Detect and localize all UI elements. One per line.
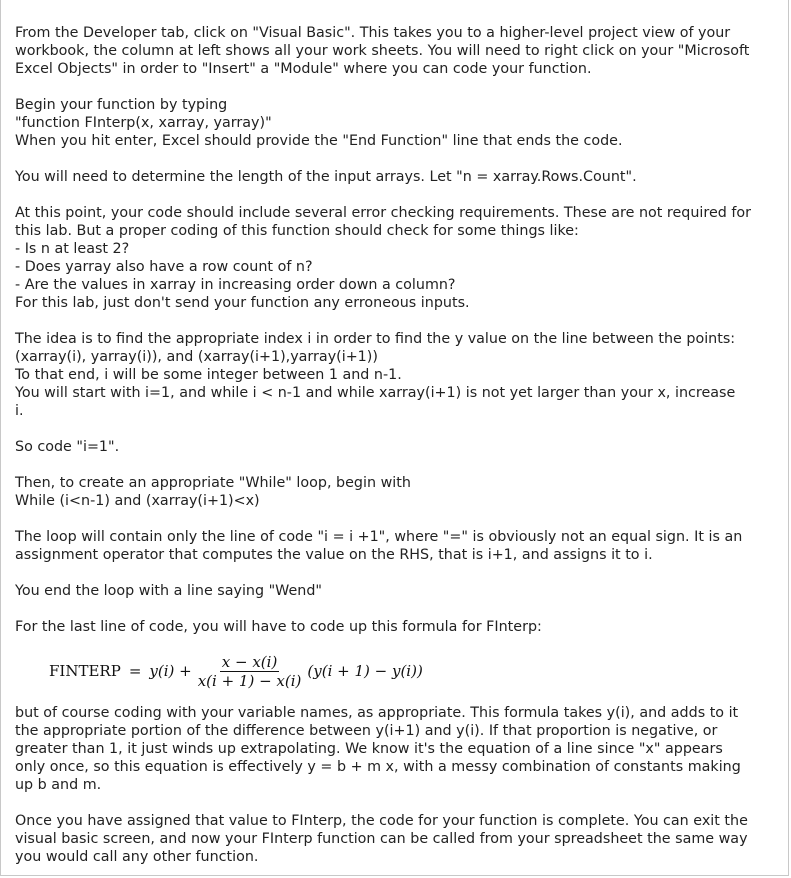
paragraph-formula-explanation — [15, 704, 788, 794]
paragraph-last-line — [15, 618, 788, 636]
paragraph-while-loop — [15, 474, 788, 510]
text-line: You will start with i=1, and while i < n-1 and while xarray(i+1) is not yet larger than your x, increase — [15, 385, 736, 401]
paragraph-open-visual-basic — [15, 24, 788, 78]
instructions-after-formula — [15, 704, 788, 866]
text-line: When you hit enter, Excel should provide the "End Function" line that ends the code. — [15, 133, 623, 149]
text-line: From the Developer tab, click on "Visual Basic". This takes you to a higher-level project view of your — [15, 25, 731, 41]
text-line: - Are the values in xarray in increasing order down a column? — [15, 277, 456, 293]
text-line: this lab. But a proper coding of this function should check for some things like: — [15, 223, 579, 239]
text-line: greater than 1, it just winds up extrapolating. We know it's the equation of a line since "x" appears — [15, 741, 723, 757]
text-line: Then, to create an appropriate "While" loop, begin with — [15, 475, 411, 491]
formula-fraction — [196, 654, 304, 689]
text-line: but of course coding with your variable names, as appropriate. This formula takes y(i), and adds to it — [15, 705, 739, 721]
paragraph-function-complete — [15, 812, 788, 866]
text-line: - Does yarray also have a row count of n? — [15, 259, 313, 275]
text-line: For the last line of code, you will have to code up this formula for FInterp: — [15, 619, 542, 635]
text-line: "function FInterp(x, xarray, yarray)" — [15, 115, 272, 131]
formula-denominator: x(i + 1) − x(i) — [197, 671, 302, 690]
formula-lead-term: y(i) + — [149, 662, 192, 680]
paragraph-find-index — [15, 330, 788, 420]
paragraph-begin-function — [15, 96, 788, 150]
paragraph-code-i — [15, 438, 788, 456]
finterp-formula — [49, 642, 788, 700]
text-line: Excel Objects" in order to "Insert" a "Module" where you can code your function. — [15, 61, 592, 77]
text-line: While (i<n-1) and (xarray(i+1)<x) — [15, 493, 260, 509]
text-line: i. — [15, 403, 24, 419]
text-line: The idea is to find the appropriate index i in order to find the y value on the line between the points: — [15, 331, 736, 347]
paragraph-loop-body — [15, 528, 788, 564]
instructions-before-formula — [15, 24, 788, 636]
text-line: Once you have assigned that value to FInterp, the code for your function is complete. You can exit the — [15, 813, 748, 829]
text-line: You will need to determine the length of the input arrays. Let "n = xarray.Rows.Count". — [15, 169, 637, 185]
text-line: up b and m. — [15, 777, 102, 793]
text-line: (xarray(i), yarray(i)), and (xarray(i+1),yarray(i+1)) — [15, 349, 378, 365]
text-line: For this lab, just don't send your function any erroneous inputs. — [15, 295, 470, 311]
formula-name: FINTERP — [49, 662, 121, 680]
text-line: workbook, the column at left shows all your work sheets. You will need to right click on your "Microsoft — [15, 43, 750, 59]
paragraph-array-length — [15, 168, 788, 186]
text-line: the appropriate portion of the difference between y(i+1) and y(i). If that proportion is negative, or — [15, 723, 718, 739]
text-line: You end the loop with a line saying "Wend" — [15, 583, 322, 599]
text-line: assignment operator that computes the value on the RHS, that is i+1, and assigns it to i. — [15, 547, 653, 563]
text-line: At this point, your code should include several error checking requirements. These are not required for — [15, 205, 752, 221]
paragraph-wend — [15, 582, 788, 600]
text-line: you would call any other function. — [15, 849, 259, 865]
text-line: visual basic screen, and now your FInterp function can be called from your spreadsheet the same way — [15, 831, 748, 847]
text-line: To that end, i will be some integer between 1 and n-1. — [15, 367, 402, 383]
text-line: Begin your function by typing — [15, 97, 228, 113]
text-line: The loop will contain only the line of code "i = i +1", where "=" is obviously not an equal sign. It is an — [15, 529, 743, 545]
text-line: only once, so this equation is effectively y = b + m x, with a messy combination of constants making — [15, 759, 741, 775]
text-line: So code "i=1". — [15, 439, 120, 455]
formula-numerator: x − x(i) — [221, 652, 278, 671]
text-line: - Is n at least 2? — [15, 241, 130, 257]
paragraph-error-checking — [15, 204, 788, 312]
formula-equals: = — [128, 662, 142, 680]
formula-tail-term: (y(i + 1) − y(i)) — [307, 662, 423, 680]
